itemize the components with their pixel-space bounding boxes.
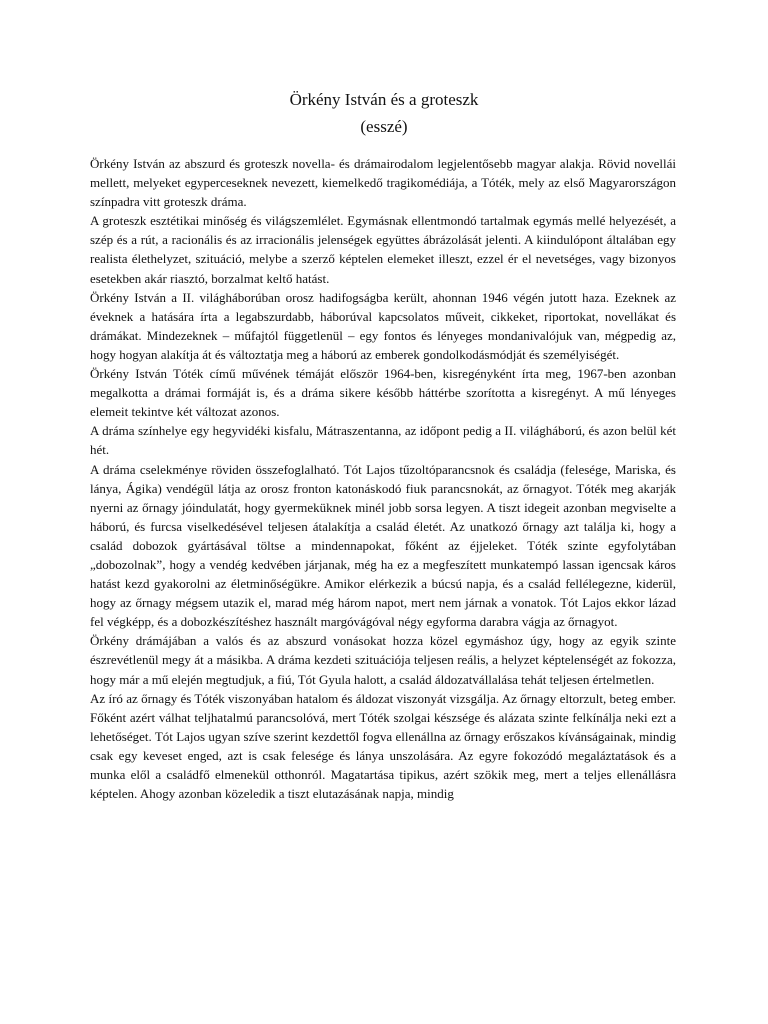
paragraph: Örkény István a II. világháborúban orosz hadifogságba került, ahonnan 1946 végén jutott haza. Ezeknek az éveknek a hatására írta a legabszurdabb, háborúval kapcsolatos műveit, cikkeket, riportokat, novellákat és drámákat. Mindezeknek – műfajtól függetlenül – egy fontos és lényeges mondanivalójuk van, mégpedig az, hogy hogyan alakítja át és változtatja meg a háború az emberek gondolkodásmódját és személyiségét. xyxy=(90,289,676,362)
paragraph: Az író az őrnagy és Tóték viszonyában hatalom és áldozat viszonyát vizsgálja. Az őrnagy eltorzult, beteg ember. Főként azért válhat teljhatalmú parancsolóvá, mert Tóték szolgai készsége és alázata szinte felkínálja neki ezt a lehetőséget. Tót Lajos ugyan szíve szerint kezdettől fogva ellenállna az őrnagy erőszakos kívánságainak, mindig csak egy keveset enged, azt is csak felesége és lánya unszolására. Az egyre fokozódó megaláztatások és a munka elől a családfő elmenekül otthonról. Magatartása tipikus, azért szökik meg, mert a teljes ellenállásra képtelen. Ahogy azonban közeledik a tiszt elutazásának napja, mindig xyxy=(90,690,676,802)
document-body xyxy=(90,154,676,803)
paragraph: A dráma cselekménye röviden összefoglalható. Tót Lajos tűzoltóparancsnok és családja (felesége, Mariska, és lánya, Ágika) vendégül látja az orosz fronton katonáskodó fiuk parancsnokát, az őrnagyot. Tóték meg akarják nyerni az őrnagy jóindulatát, hogy gyermeküknek minél jobb sorsa legyen. A tiszt idegeit azonban megviselte a háború, és furcsa viselkedésével teljesen átalakítja a család életét. Az unatkozó őrnagy azt találja ki, hogy a család dobozok gyártásával töltse a mindennapokat, főként az éjjeleket. Tóték szinte egyfolytában „dobozolnak”, hogy a vendég kedvében járjanak, még ha ez a megfeszített munkatempó lassan igencsak káros hatást kezd gyakorolni az életminőségükre. Amikor elérkezik a búcsú napja, és a család fellélegezne, kiderül, hogy az őrnagy mégsem utazik el, marad még három napot, mert nem járnak a vonatok. Tót Lajos ekkor lázad fel végképp, és a dobozkészítéshez használt margóvágóval négy egyforma darabra vágja az őrnagyot. xyxy=(90,461,676,630)
document-title: Örkény István és a groteszk xyxy=(289,90,479,109)
paragraph: Örkény István az abszurd és groteszk novella- és drámairodalom legjelentősebb magyar alakja. Rövid novellái mellett, melyeket egyperceseknek nevezett, kiemelkedő tragikomédiája, a Tóték, mely az első Magyarországon színpadra vitt groteszk dráma. xyxy=(90,156,676,210)
paragraph: Örkény István Tóték című művének témáját először 1964-ben, kisregényként írta meg, 1967-ben azonban megalkotta a drámai formáját is, és a dráma sikere később háttérbe szorította a kisregényt. A mű lényeges elemeit tekintve két változat azonos. xyxy=(90,366,676,420)
paragraph: A groteszk esztétikai minőség és világszemlélet. Egymásnak ellentmondó tartalmak egymás mellé helyezését, a szép és a rút, a racionális és az irracionális jelenségek együttes ábrázolását jelenti. A kiindulópont általában egy realista élethelyzet, szituáció, melybe a szerző képtelen elemeket illeszt, ezzel ér el nevetséges, vagy bizonyos esetekben akár riasztó, borzalmat keltő hatást. xyxy=(90,213,676,286)
paragraph: A dráma színhelye egy hegyvidéki kisfalu, Mátraszentanna, az időpont pedig a II. világháború, és azon belül két hét. xyxy=(90,423,676,458)
paragraph: Örkény drámájában a valós és az abszurd vonásokat hozza közel egymáshoz úgy, hogy az egyik szinte észrevétlenül megy át a másikba. A dráma kezdeti szituációja teljesen reális, a helyzet képtelenségét az fokozza, hogy már a mű elején megtudjuk, a fiú, Tót Gyula halott, a család áldozatvállalása tehát teljesen értelmetlen. xyxy=(90,633,676,687)
document-subtitle: (esszé) xyxy=(360,117,408,136)
title-block xyxy=(0,86,768,140)
